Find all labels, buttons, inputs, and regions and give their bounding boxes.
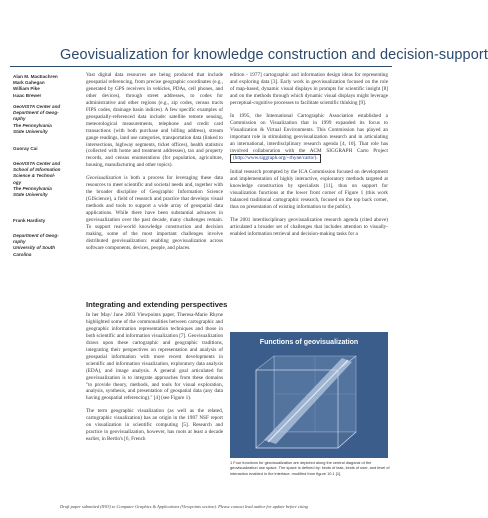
figure-title: Functions of geovisualization — [259, 339, 359, 346]
affiliation-line: GeoVISTA Center and — [13, 104, 61, 109]
author-name: Frank Hardisty — [13, 218, 46, 223]
affiliation-line: raphy — [13, 116, 26, 122]
paragraph: Vast digital data resources are being produced that include geospatial referencing, from precise geographic coordinates (e.g., generated by GPS receivers in vehicles, PDAs, cell phones, and other devices), through street addresses, to codes for administrative and other regions (e.g., zip codes, census tracts FIPS codes, drainage basin indices). A few specific examples of geospatially-referenced data include: satellite remote sensing, meteorological measurements, telephone and credit card transactions (with both purchase and billing address), stream gauge readings, land use categories, transportation data (linked to intersections, highway segments, ticket offices), health statistics (collected with home and treatment addresses), tax and property records, and census enumerations (for population, agriculture, housing, manufacturing and other topics). — [86, 72, 223, 169]
author-name: William Pike — [13, 86, 40, 92]
paragraph-text: In 1995, the International Cartographic Association established a Commission on Visualization that in 1999 expanded its focus to Visualization & Virtual Environments. This Commission has played an important role in stimulating geovisualization research and in articulating an international, interdisciplinary research agenda [4, 10]. That role has involved collaboration with the ACM SIGGRAPH Carto Project — [230, 112, 388, 154]
paragraph-text: is both a process for leveraging these data resources to meet scientific and societal needs and, together with the broader discipline of Geographic Information Science (GIScience), a field of research and practice that develops visual methods and tools to support a wide array of geospatial data applications. While there have been substantial advances in geovisualization over the past decade, many challenges remain. To support real-world knowledge construction and decision making, some of the most important challenges involve distributed geovisualization: enabling geovisualization across software components, devices, people, and places. — [86, 175, 223, 251]
cube-diagram — [230, 332, 388, 458]
figure-caption: 1 Four functions for geovisualization are depicted along the central diagonal of the geovisualization use space. The space is defined by: kinds of task, kinds of user, and level of interaction enabled in the interface. modified from figure 10.1 [1]. — [230, 460, 390, 476]
affiliation-line: GeoVISTA Center and — [13, 161, 61, 166]
body-column-1 — [86, 72, 223, 258]
paragraph: Initial research prompted by the ICA Commission focused on development and implementation of highly interactive, exploratory methods targeted at knowledge construction by specialists [11], thus on support for visualization functions at the lower front corner of Figure 1 (this work balanced traditional cartographic research, focused on the top back corner, thus on presentation of existing information to the public). — [230, 169, 388, 211]
affiliation-line: University of South — [13, 245, 56, 251]
author-affiliation — [13, 161, 81, 198]
affiliation-line: raphy — [13, 239, 26, 245]
author-list — [13, 74, 81, 99]
affiliation-line: The Pennsylvania — [13, 185, 52, 191]
author-name: Alan M. MacEachren — [13, 74, 58, 79]
affiliation-line: Science & Technol- — [13, 173, 56, 179]
affiliation-line: School of Information — [13, 167, 61, 173]
body-column-2 — [230, 72, 388, 244]
affiliation-line: State University — [13, 128, 48, 134]
author-name: Guoray Cai — [13, 146, 38, 151]
affiliation-line: Department of Geog- — [13, 110, 59, 116]
paragraph: The 2001 interdisciplinary geovisualization research agenda (cited above) articulated a broader set of challenges that includes attention to visually-enabled information retrieval and decision-making tasks for a — [230, 217, 388, 238]
author-name: Isaac Brewer — [13, 92, 42, 98]
author-name: Mark Gahegan — [13, 80, 45, 86]
author-affiliation — [13, 233, 81, 258]
carto-project-link[interactable]: (http://www.siggraph.org/~rhyne/carto/). — [230, 154, 321, 163]
section-heading: Integrating and extending perspectives — [86, 300, 228, 309]
author-affiliation — [13, 104, 81, 135]
affiliation-line: State University — [13, 192, 48, 198]
title-rule — [10, 66, 392, 67]
affiliation-line: Carolina — [13, 251, 32, 257]
page-title: Geovisualization for knowledge construction and decision-support — [60, 47, 488, 63]
affiliation-line: Department of Geog- — [13, 233, 59, 238]
emphasis-term: Geovisualization — [86, 175, 122, 182]
affiliation-line: ogy — [13, 179, 22, 185]
figure-geovisualization-cube — [230, 332, 388, 458]
body-column-1-lower — [86, 312, 223, 449]
paragraph: edition - 1977] cartographic and information design ideas for representing and exploring data [3]. Early work in geovisualization focused on the role of map-based, dynamic visual displays in prompts for scientific insight [8] and on the methods through which dynamic visual displays might leverage perceptual-cognitive processes to facilitate scientific thinking [9]. — [230, 72, 388, 106]
paragraph: In her May/ June 2003 Viewpoints paper, Theresa-Marie Rhyne highlighted some of the commonalities between cartographic and geographic information representation techniques and those in both scientific and information visualization [7]. Geovisualization draws upon these cartographic and geographic traditions, integrating their perspectives on representation and analysis of geospatial information with more recent developments in scientific and information visualization, exploratory data analysis (EDA), and image analysis. A general goal articulated for geovisualization is to integrate approaches from these domains "to provide theory, methods, and tools for visual exploration, analysis, synthesis, and presentation of geospatial data (any data having geospatial referencing)." [4] (see Figure 1). — [86, 312, 224, 402]
paragraph — [86, 175, 223, 251]
paragraph — [230, 113, 388, 164]
affiliation-line: The Pennsylvania — [13, 122, 52, 128]
page-footer: Draft paper submitted (8/03) to Computer Graphics & Applications (Viewpoints section). Please contact lead author for update before citing — [60, 504, 308, 509]
paragraph: The term geographic visualization (as well as the related, cartographic visualization) has an origin in the 1987 NSF report on visualization in scientific computing [5]. Research and practice in geovisualization, however, has roots at least a decade earlier, in Bertin's [6, French — [86, 408, 223, 443]
